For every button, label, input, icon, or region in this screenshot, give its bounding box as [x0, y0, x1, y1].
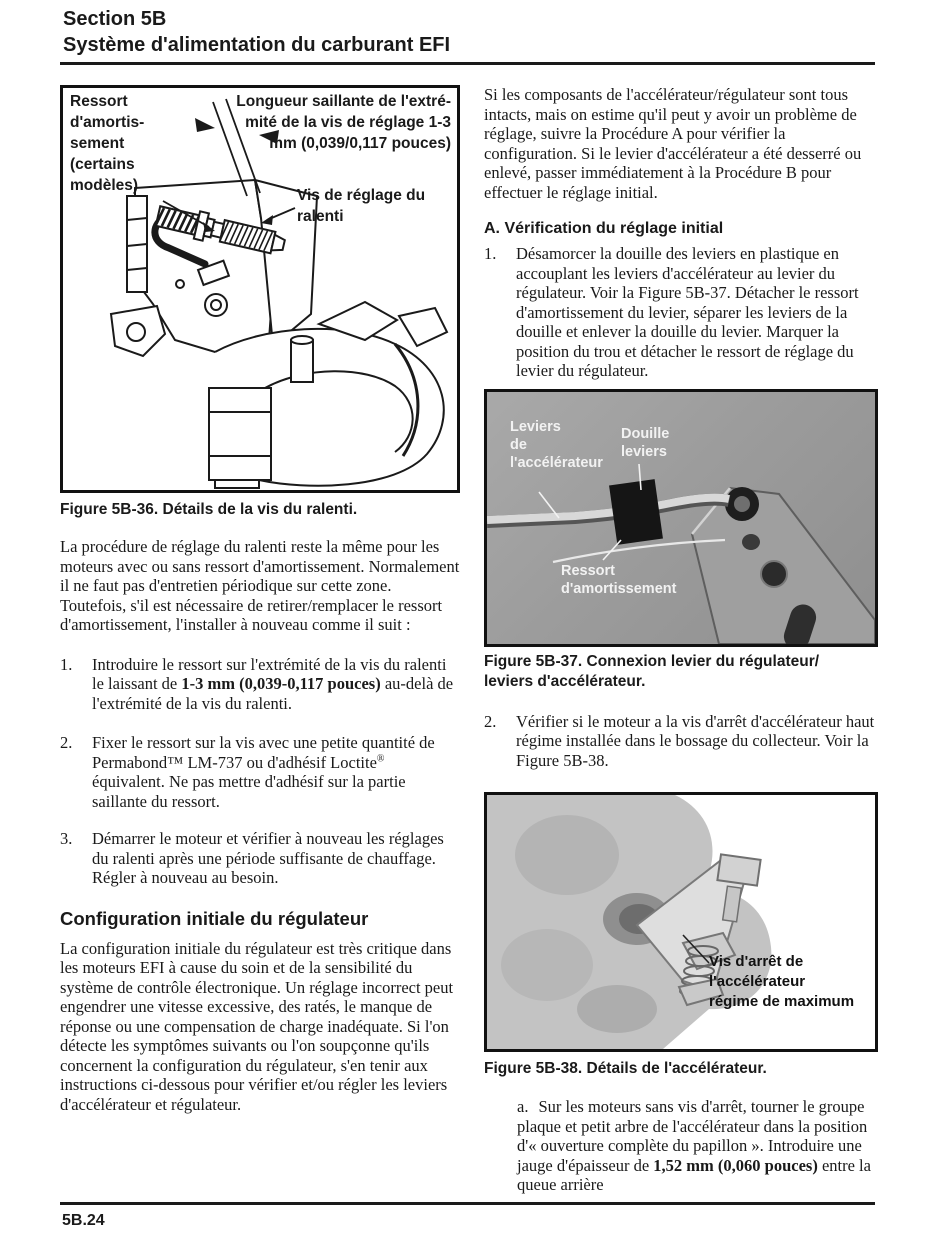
throttle-lever-rod-shape [487, 497, 729, 521]
photo-label-damping-spring [561, 562, 676, 598]
left-column [60, 85, 460, 1114]
callout-line: modèles) [70, 177, 139, 194]
lever-bushing-shape [609, 479, 663, 545]
list-item-1 [60, 655, 460, 714]
callout-line: d'amortis- [70, 114, 145, 131]
list-item-text: Fixer le ressort sur la vis avec une petite quantité de Permabond™ LM-737 ou d'adhésif Loctite® équivalent. Ne pas mettre d'adhésif sur la partie saillante du ressort. [92, 733, 435, 811]
figure-5b38-caption: Figure 5B-38. Détails de l'accélérateur. [484, 1060, 767, 1077]
list-number: 1. [60, 654, 73, 674]
photo-label-line: régime de maximum [709, 993, 855, 1010]
photo-label-line: Ressort [561, 562, 615, 579]
footer-rule [60, 1202, 875, 1205]
figure-5b37-caption [484, 652, 878, 692]
sub-item-a: a. Sur les moteurs sans vis d'arrêt, tourner le groupe plaque et petit arbre de l'accélérateur dans la position d'« ouverture complète du papillon ». Introduire une jauge d'épaisseur de 1,52 mm (0,060 pouces) entre la queue arrière [517, 1097, 871, 1194]
callout-protruding-length [199, 91, 451, 154]
header-rule [60, 62, 875, 65]
list-number: 2. [484, 711, 497, 731]
photo-label-line: l'accélérateur [709, 973, 806, 990]
photo-label-line: Douille [621, 425, 670, 442]
section-number: Section 5B [63, 8, 167, 30]
caption-line: Figure 5B-37. Connexion levier du régulateur/ [484, 652, 820, 670]
callout-damping-spring [70, 91, 144, 196]
list-item-3 [60, 829, 460, 888]
list-item-1-right [484, 244, 878, 381]
photo-label-throttle-levers [510, 418, 603, 472]
figure-5b36-caption: Figure 5B-36. Détails de la vis du ralenti. [60, 501, 358, 518]
list-number: 3. [60, 829, 73, 848]
heading-governor-setup: Configuration initiale du régulateur [60, 907, 369, 929]
photo-label-line: l'accélérateur [510, 454, 603, 471]
callout-line: sement [70, 135, 125, 152]
page-number: 5B.24 [62, 1212, 105, 1229]
governor-arm-shape [692, 487, 875, 644]
paragraph-governor-setup: La configuration initiale du régulateur est très critique dans les moteurs EFI à cause du soin et de la sensibilité du système de contrôle électronique. Un réglage incorrect peut engendrer une vitesse excessive, des ratés, le manque de réponse ou une compensation de charge inadéquate. Si l'on détecte les symptômes suivants ou l'on soupçonne qu'ils concernent la configuration du régulateur, s'en tenir aux instructions ci-dessous pour vérifier et/ou régler les leviers d'accélérateur et régulateur. [60, 938, 454, 1114]
right-column [484, 85, 878, 1195]
photo-label-line: de [510, 436, 527, 453]
callout-line: mité de la vis de réglage 1-3 [245, 114, 451, 131]
list-item-text: Introduire le ressort sur l'extrémité de la vis du ralenti le laissant de 1-3 mm (0,039-0,117 pouces) au-delà de l'extrémité de la vis du ralenti. [92, 654, 454, 713]
list-number: 1. [484, 244, 497, 263]
sub-item-label: a. [517, 1097, 529, 1116]
list-item-text: Démarrer le moteur et vérifier à nouveau les réglages du ralenti après une période suffisante de chauffage. Régler à nouveau au besoin. [92, 829, 444, 887]
list-number: 2. [60, 733, 73, 752]
callout-line: ralenti [297, 208, 344, 225]
figure-5b37 [484, 389, 878, 647]
photo-label-line: Leviers [510, 418, 561, 435]
callout-line: Vis de réglage du [297, 187, 426, 204]
photo-label-lever-bushing [621, 425, 669, 461]
photo-label-line: leviers [621, 443, 667, 460]
heading-procedure-a: A. Vérification du réglage initial [484, 220, 724, 237]
page-header [63, 6, 450, 58]
figure-5b38 [484, 792, 878, 1052]
photo-label-line: d'amortissement [561, 580, 677, 597]
list-item-text: Vérifier si le moteur a la vis d'arrêt d'accélérateur haut régime installée dans le bossage du collecteur. Voir la Figure 5B-38. [516, 711, 875, 770]
callout-line: Ressort [70, 93, 128, 110]
callout-line: (certains [70, 156, 135, 173]
photo-label-stop-screw [709, 952, 854, 1012]
photo-label-line: Vis d'arrêt de [709, 953, 804, 970]
callout-idle-screw [297, 185, 425, 227]
list-item-2 [60, 733, 460, 811]
list-item-text: Désamorcer la douille des leviers en plastique en accouplant les leviers d'accélérateur au levier du régulateur. Voir la Figure 5B-37. Détacher le ressort d'amortissement du levier, séparer les leviers de la douille et enlever la douille du levier. Marquer la position du trou et détacher le ressort de réglage du levier du régulateur. [516, 244, 859, 380]
caption-line: leviers d'accélérateur. [484, 672, 646, 690]
section-title: Système d'alimentation du carburant EFI [63, 34, 451, 56]
figure-5b36 [60, 85, 460, 493]
callout-line: Longueur saillante de l'extré- [236, 93, 451, 110]
paragraph-idle-procedure: La procédure de réglage du ralenti reste la même pour les moteurs avec ou sans ressort d'amortissement. Normalement il ne faut pas d'entretien périodique sur cette zone. Toutefois, s'il est nécessaire de retirer/remplacer le ressort d'amortissement, l'installer à nouveau comme il suit : [60, 537, 460, 634]
list-item-2-right [484, 712, 878, 771]
callout-line: mm (0,039/0,117 pouces) [269, 135, 451, 152]
paragraph-intro: Si les composants de l'accélérateur/régulateur sont tous intacts, mais on estime qu'il peut y avoir un problème de réglage, suivre la Procédure A pour vérifier la configuration. Si le levier d'accélérateur a été desserré ou enlevé, passer immédiatement à la Procédure B pour effectuer le réglage initial. [484, 85, 862, 202]
